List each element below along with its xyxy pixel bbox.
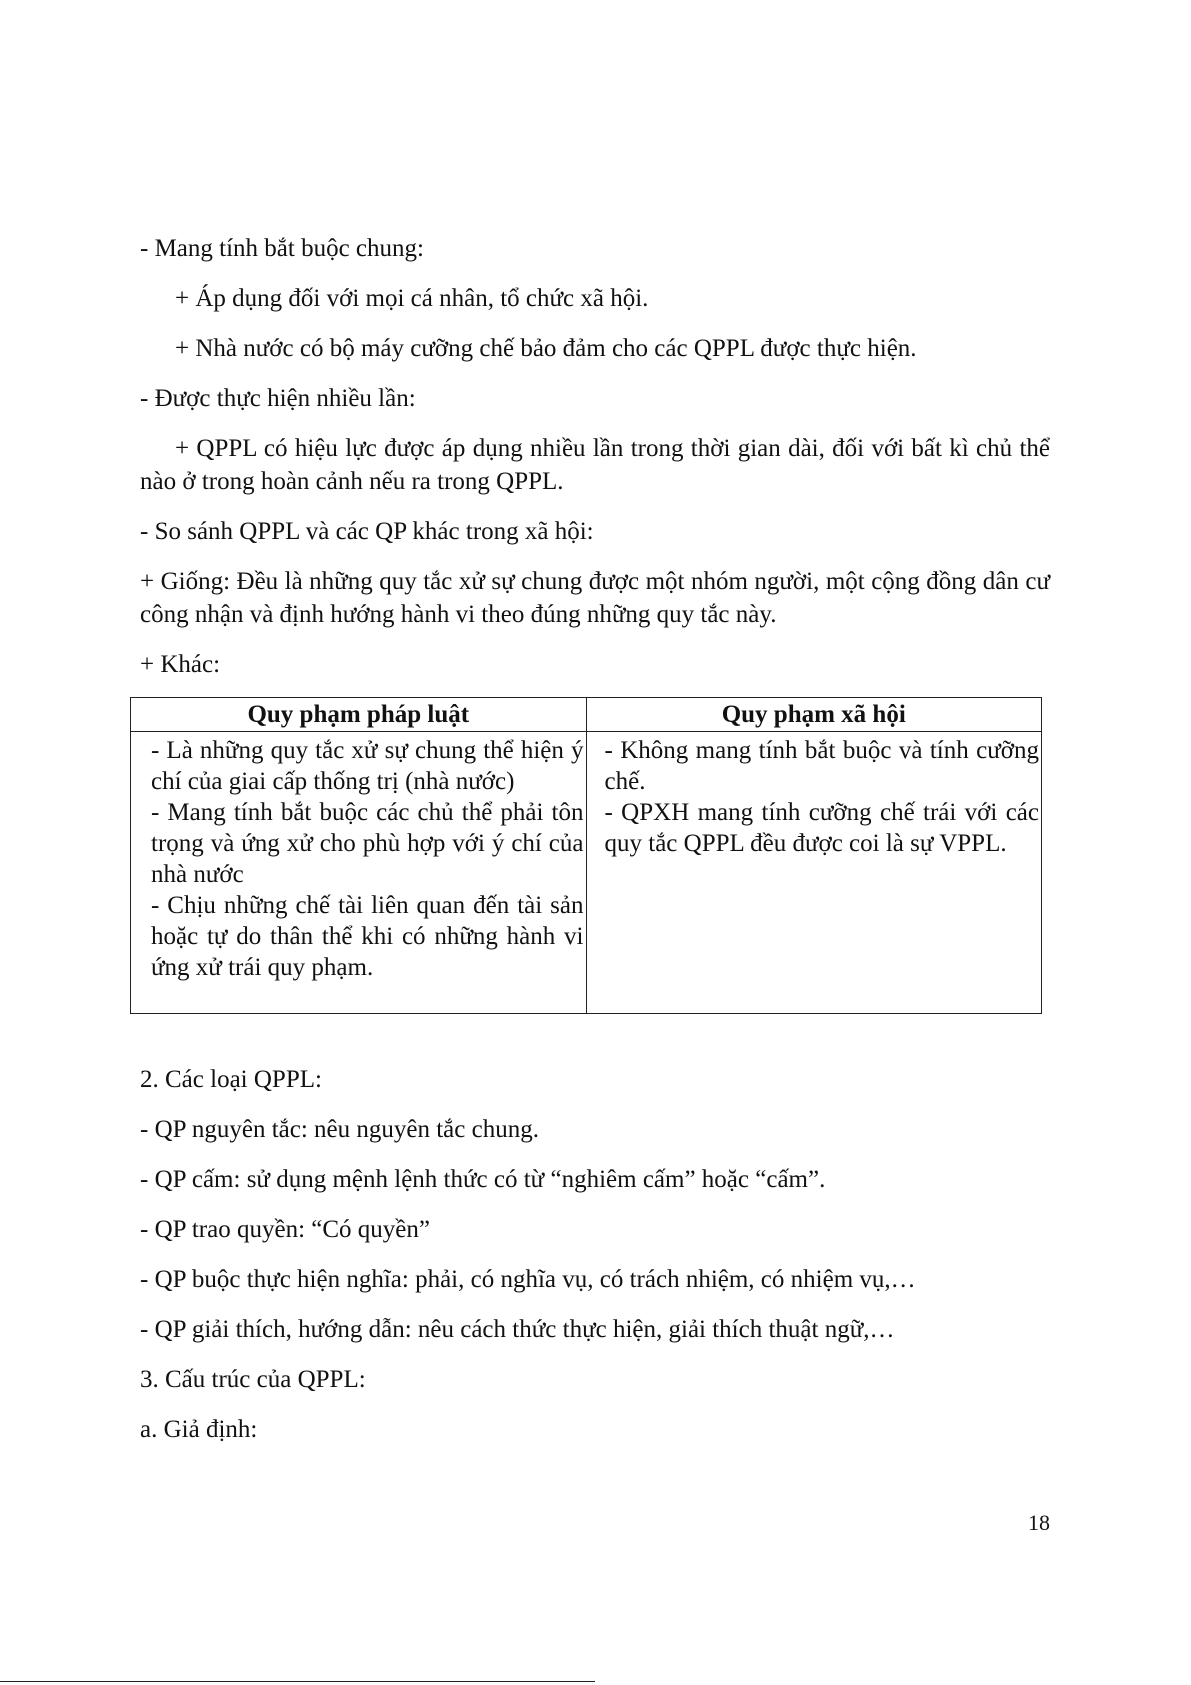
- similarity-paragraph: + Giống: Đều là những quy tắc xử sự chung được một nhóm người, một cộng đồng dân cư công nhận và định hướng hành vi theo đúng những quy tắc này.: [140, 568, 1050, 628]
- table-row: [131, 732, 1042, 1014]
- comparison-table: [130, 697, 1042, 1014]
- legal-norm-cell: [131, 732, 587, 1014]
- type-explanation: - QP giải thích, hướng dẫn: nêu cách thức thực hiện, giải thích thuật ngữ,…: [140, 1316, 895, 1343]
- bullet-comparison: - So sánh QPPL và các QP khác trong xã hội:: [140, 518, 594, 545]
- table-header-row: [131, 698, 1042, 732]
- sub-bullet-state-enforcement: + Nhà nước có bộ máy cưỡng chế bảo đảm cho các QPPL được thực hiện.: [175, 335, 917, 362]
- social-norm-item: - Không mang tính bắt buộc và tính cưỡng chế.: [604, 737, 1039, 795]
- section-types-heading: 2. Các loại QPPL:: [140, 1066, 322, 1093]
- type-obligation: - QP buộc thực hiện nghĩa: phải, có nghĩa vụ, có trách nhiệm, có nhiệm vụ,…: [140, 1266, 916, 1293]
- legal-norm-item: - Là những quy tắc xử sự chung thể hiện ý chí của giai cấp thống trị (nhà nước): [151, 737, 584, 795]
- sub-bullet-qppl-validity: + QPPL có hiệu lực được áp dụng nhiều lần trong thời gian dài, đối với bất kì chủ thể nào ở trong hoàn cảnh nếu ra trong QPPL.: [140, 435, 1050, 495]
- subsection-hypothesis: a. Giả định:: [140, 1416, 258, 1443]
- header-legal-norm: Quy phạm pháp luật: [131, 698, 587, 732]
- type-empowerment: - QP trao quyền: “Có quyền”: [140, 1216, 430, 1243]
- sub-bullet-apply-all: + Áp dụng đối với mọi cá nhân, tổ chức xã hội.: [175, 285, 649, 312]
- difference-label: + Khác:: [140, 651, 221, 678]
- page-number: 18: [1028, 1510, 1050, 1535]
- footer-divider: [0, 1681, 595, 1682]
- bullet-general-obligation: - Mang tính bắt buộc chung:: [140, 235, 424, 262]
- legal-norm-item: - Chịu những chế tài liên quan đến tài sản hoặc tự do thân thể khi có những hành vi ứng xử trái quy phạm.: [151, 892, 584, 981]
- social-norm-cell: [586, 732, 1042, 1014]
- social-norm-item: - QPXH mang tính cưỡng chế trái với các quy tắc QPPL đều được coi là sự VPPL.: [604, 799, 1039, 857]
- section-structure-heading: 3. Cấu trúc của QPPL:: [140, 1366, 366, 1393]
- type-principle: - QP nguyên tắc: nêu nguyên tắc chung.: [140, 1116, 539, 1143]
- header-social-norm: Quy phạm xã hội: [586, 698, 1042, 732]
- legal-norm-item: - Mang tính bắt buộc các chủ thể phải tôn trọng và ứng xử cho phù hợp với ý chí của nhà nước: [151, 799, 584, 888]
- type-prohibition: - QP cấm: sử dụng mệnh lệnh thức có từ “nghiêm cấm” hoặc “cấm”.: [140, 1166, 826, 1193]
- bullet-repeated-application: - Được thực hiện nhiều lần:: [140, 385, 416, 412]
